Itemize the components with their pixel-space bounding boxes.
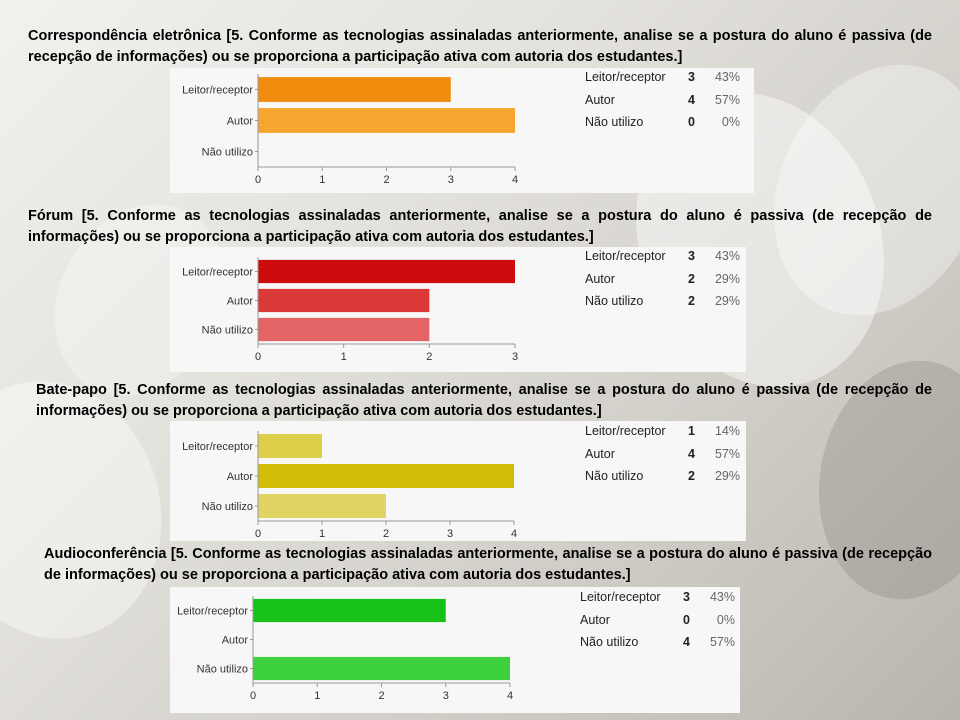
x-tick-label: 1 xyxy=(318,528,326,540)
legend-percent: 29% xyxy=(714,469,740,483)
legend-count: 4 xyxy=(688,446,695,461)
bar-0 xyxy=(258,77,451,102)
category-label: Não utilizo xyxy=(201,324,253,337)
category-label: Autor xyxy=(226,471,253,483)
legend-label: Leitor/receptor xyxy=(585,249,666,263)
bar-2 xyxy=(258,494,386,518)
chart-panel xyxy=(170,587,740,713)
x-tick-label: 3 xyxy=(511,351,519,363)
category-label: Leitor/receptor xyxy=(177,605,248,618)
category-label: Autor xyxy=(226,115,253,128)
legend-percent: 29% xyxy=(714,294,740,308)
bar-0 xyxy=(258,434,322,458)
legend-label: Não utilizo xyxy=(585,115,644,129)
legend-label: Não utilizo xyxy=(585,469,644,483)
category-label: Não utilizo xyxy=(201,501,253,513)
question-text: Correspondência eletrônica [5. Conforme as tecnologias assinaladas anteriormente, analise se a postura do aluno é passiva (de recepção de informações) ou se proporciona a participação ativa com autoria dos estudantes.] xyxy=(28,28,932,65)
legend-count: 4 xyxy=(683,635,690,649)
x-tick-label: 1 xyxy=(340,351,347,363)
question-text: Bate-papo [5. Conforme as tecnologias assinaladas anteriormente, analise se a postura do aluno é passiva (de recepção de informações) ou se proporciona a participação ativa com autoria dos estudantes.] xyxy=(36,382,932,419)
x-tick-label: 4 xyxy=(506,690,514,702)
legend-percent: 0% xyxy=(721,115,740,129)
x-tick-label: 3 xyxy=(447,174,454,186)
legend-count: 4 xyxy=(688,92,695,107)
legend-percent: 29% xyxy=(714,271,740,286)
legend-count: 1 xyxy=(688,424,695,438)
category-label: Leitor/receptor xyxy=(182,441,253,453)
x-tick-label: 2 xyxy=(378,690,385,702)
legend-count: 3 xyxy=(683,590,690,604)
x-tick-label: 2 xyxy=(426,351,433,363)
legend-label: Autor xyxy=(580,612,610,627)
category-label: Autor xyxy=(226,295,253,308)
x-tick-label: 2 xyxy=(383,174,390,186)
legend-label: Leitor/receptor xyxy=(580,590,661,604)
chart-panel xyxy=(170,421,746,541)
legend-percent: 0% xyxy=(716,612,735,627)
background-petal xyxy=(734,30,960,350)
chart-panel xyxy=(170,247,746,372)
x-tick-label: 0 xyxy=(254,528,262,540)
legend-percent: 43% xyxy=(709,590,735,604)
legend-label: Autor xyxy=(585,446,615,461)
x-tick-label: 0 xyxy=(254,174,262,186)
x-tick-label: 4 xyxy=(511,174,519,186)
legend-percent: 57% xyxy=(714,446,740,461)
category-label: Leitor/receptor xyxy=(182,266,253,279)
legend-count: 0 xyxy=(683,612,690,627)
x-tick-label: 0 xyxy=(249,690,257,702)
x-tick-label: 1 xyxy=(319,174,326,186)
legend xyxy=(585,424,745,504)
legend xyxy=(585,249,745,329)
legend-label: Autor xyxy=(585,271,615,286)
category-label: Não utilizo xyxy=(201,146,253,159)
legend xyxy=(585,70,745,150)
legend-label: Não utilizo xyxy=(585,294,644,308)
category-label: Não utilizo xyxy=(196,663,248,676)
x-tick-label: 4 xyxy=(510,528,518,540)
legend-count: 3 xyxy=(688,249,695,263)
bar-0 xyxy=(258,260,515,283)
legend-percent: 43% xyxy=(714,249,740,263)
x-tick-label: 3 xyxy=(442,690,449,702)
legend-percent: 57% xyxy=(709,635,735,649)
bar-2 xyxy=(253,657,510,680)
bar-2 xyxy=(258,318,429,341)
question-text: Audioconferência [5. Conforme as tecnologias assinaladas anteriormente, analise se a postura do aluno é passiva (de recepção de informações) ou se proporciona a participação ativa com autoria dos estudantes.] xyxy=(44,546,932,583)
legend-count: 2 xyxy=(688,294,695,308)
legend-label: Autor xyxy=(585,92,615,107)
chart-panel xyxy=(170,68,754,193)
category-label: Autor xyxy=(221,634,248,647)
legend-percent: 14% xyxy=(714,424,740,438)
question-text: Fórum [5. Conforme as tecnologias assinaladas anteriormente, analise se a postura do aluno é passiva (de recepção de informações) ou se proporciona a participação ativa com autoria dos estudantes.] xyxy=(28,208,932,245)
x-tick-label: 2 xyxy=(382,528,390,540)
legend-percent: 57% xyxy=(714,92,740,107)
x-tick-label: 3 xyxy=(446,528,454,540)
legend-label: Leitor/receptor xyxy=(585,424,666,438)
x-tick-label: 0 xyxy=(254,351,262,363)
legend xyxy=(580,590,740,670)
legend-count: 2 xyxy=(688,271,695,286)
category-label: Leitor/receptor xyxy=(182,84,253,97)
bar-1 xyxy=(258,464,514,488)
legend-count: 3 xyxy=(688,70,695,84)
legend-count: 2 xyxy=(688,469,695,483)
bar-1 xyxy=(258,108,515,133)
legend-label: Não utilizo xyxy=(580,635,639,649)
x-tick-label: 1 xyxy=(314,690,321,702)
bar-0 xyxy=(253,599,446,622)
legend-label: Leitor/receptor xyxy=(585,70,666,84)
legend-count: 0 xyxy=(688,115,695,129)
bar-1 xyxy=(258,289,429,312)
legend-percent: 43% xyxy=(714,70,740,84)
